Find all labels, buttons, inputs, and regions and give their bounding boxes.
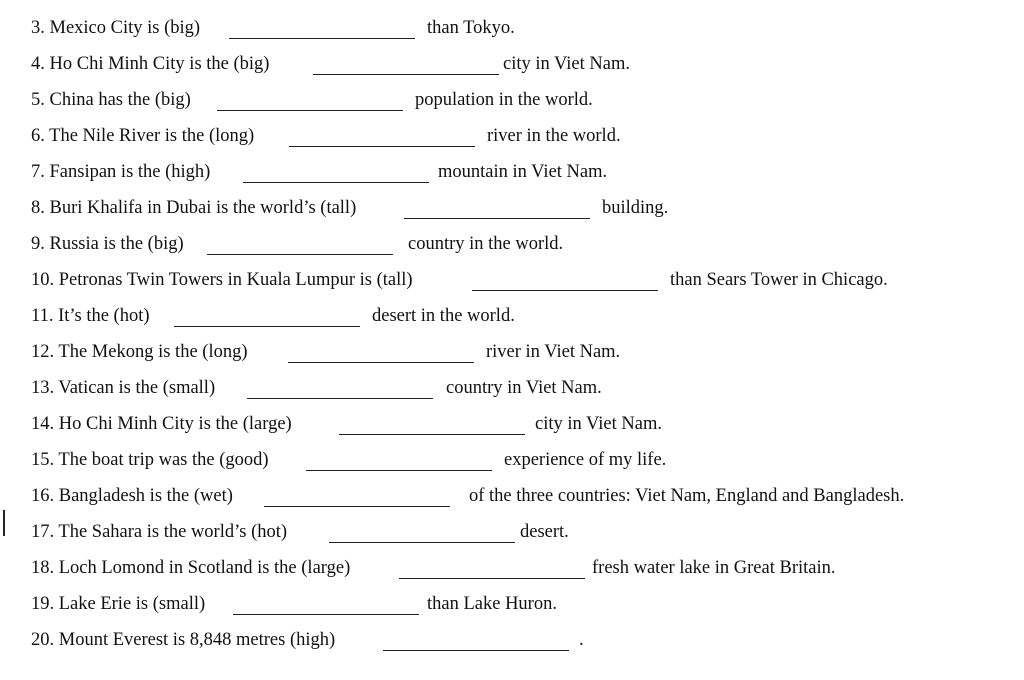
exercise-continuation: city in Viet Nam.: [503, 54, 630, 74]
exercise-prompt: 14. Ho Chi Minh City is the (large): [31, 414, 292, 434]
exercise-prompt: 18. Loch Lomond in Scotland is the (large): [31, 558, 351, 578]
exercise-continuation: river in Viet Nam.: [486, 342, 621, 362]
answer-blank[interactable]: [339, 434, 525, 435]
exercise-continuation: city in Viet Nam.: [535, 414, 662, 434]
exercise-continuation: experience of my life.: [504, 450, 667, 470]
exercise-continuation: country in Viet Nam.: [446, 378, 602, 398]
exercise-prompt: 8. Buri Khalifa in Dubai is the world’s (tall): [31, 198, 357, 218]
exercise-prompt: 12. The Mekong is the (long): [31, 342, 248, 362]
answer-blank[interactable]: [288, 362, 474, 363]
exercise-continuation: than Tokyo.: [427, 18, 515, 38]
exercise-prompt: 4. Ho Chi Minh City is the (big): [31, 54, 270, 74]
exercise-continuation: river in the world.: [487, 126, 621, 146]
answer-blank[interactable]: [264, 506, 450, 507]
exercise-prompt: 15. The boat trip was the (good): [31, 450, 269, 470]
exercise-continuation: building.: [602, 198, 669, 218]
exercise-continuation: than Sears Tower in Chicago.: [670, 270, 888, 290]
answer-blank[interactable]: [306, 470, 492, 471]
answer-blank[interactable]: [207, 254, 393, 255]
answer-blank[interactable]: [174, 326, 360, 327]
answer-blank[interactable]: [217, 110, 403, 111]
answer-blank[interactable]: [383, 650, 569, 651]
exercise-continuation: desert in the world.: [372, 306, 515, 326]
exercise-prompt: 20. Mount Everest is 8,848 metres (high): [31, 630, 336, 650]
exercise-continuation: .: [579, 630, 584, 650]
exercise-continuation: mountain in Viet Nam.: [438, 162, 608, 182]
exercise-prompt: 19. Lake Erie is (small): [31, 594, 206, 614]
exercise-continuation: population in the world.: [415, 90, 593, 110]
answer-blank[interactable]: [313, 74, 499, 75]
answer-blank[interactable]: [472, 290, 658, 291]
exercise-prompt: 3. Mexico City is (big): [31, 18, 201, 38]
answer-blank[interactable]: [329, 542, 515, 543]
answer-blank[interactable]: [289, 146, 475, 147]
exercise-prompt: 11. It’s the (hot): [31, 306, 150, 326]
exercise-prompt: 7. Fansipan is the (high): [31, 162, 211, 182]
answer-blank[interactable]: [229, 38, 415, 39]
exercise-prompt: 17. The Sahara is the world’s (hot): [31, 522, 288, 542]
answer-blank[interactable]: [247, 398, 433, 399]
answer-blank[interactable]: [399, 578, 585, 579]
exercise-prompt: 13. Vatican is the (small): [31, 378, 216, 398]
answer-blank[interactable]: [243, 182, 429, 183]
exercise-continuation: desert.: [520, 522, 569, 542]
exercise-prompt: 10. Petronas Twin Towers in Kuala Lumpur is (tall): [31, 270, 413, 290]
exercise-prompt: 6. The Nile River is the (long): [31, 126, 255, 146]
margin-mark: [3, 510, 5, 536]
exercise-continuation: fresh water lake in Great Britain.: [592, 558, 836, 578]
exercise-prompt: 16. Bangladesh is the (wet): [31, 486, 233, 506]
exercise-continuation: country in the world.: [408, 234, 564, 254]
answer-blank[interactable]: [404, 218, 590, 219]
answer-blank[interactable]: [233, 614, 419, 615]
exercise-prompt: 9. Russia is the (big): [31, 234, 184, 254]
exercise-continuation: than Lake Huron.: [427, 594, 557, 614]
exercise-continuation: of the three countries: Viet Nam, England and Bangladesh.: [469, 486, 905, 506]
exercise-prompt: 5. China has the (big): [31, 90, 191, 110]
